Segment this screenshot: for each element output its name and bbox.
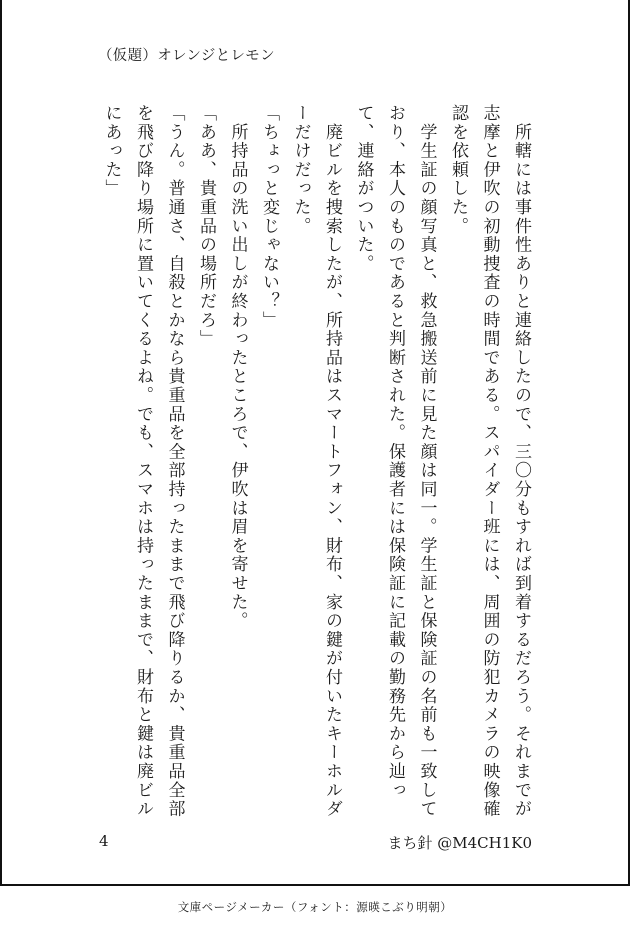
generator-caption: 文庫ページメーカー（フォント：源暎こぶり明朝） — [177, 900, 453, 914]
vertical-body-text — [86, 104, 536, 820]
author-credit: まち針 @M4CH1K0 — [387, 834, 532, 852]
dialogue-line: 「ちょっと変じゃない？」 — [259, 104, 279, 330]
dialogue-line: 「うん。普通さ、自殺とかなら貴重品を全部持ったままで飛び降りるか、貴重品全部を飛び降り場所に置いてくるよね。でも、スマホは持ったままで、財布と鍵は廃ビルにあった」 — [101, 104, 185, 819]
page-number: 4 — [99, 832, 109, 850]
dialogue-line: 「ああ、貴重品の場所だろ」 — [196, 104, 216, 349]
paragraph: 所轄には事件性ありと連絡したので、三〇分もすれば到着するだろう。それまでが志摩と伊吹の初動捜査の時間である。スパイダー班には、周囲の防犯カメラの映像確認を依頼した。 — [448, 104, 531, 819]
paragraph: 所持品の洗い出しが終わったところで、伊吹は眉を寄せた。 — [227, 104, 248, 631]
paragraph: 廃ビルを捜索したが、所持品はスマートフォン、財布、家の鍵が付いたキーホルダーだけだった。 — [290, 104, 342, 819]
paragraph: 学生証の顔写真と、救急搬送前に見た顔は同一。学生証と保険証の名前も一致しており、本人のものであると判断された。保護者には保険証に記載の勤務先から辿って、連絡がついた。 — [353, 104, 437, 819]
running-title: （仮題）オレンジとレモン — [98, 48, 275, 64]
